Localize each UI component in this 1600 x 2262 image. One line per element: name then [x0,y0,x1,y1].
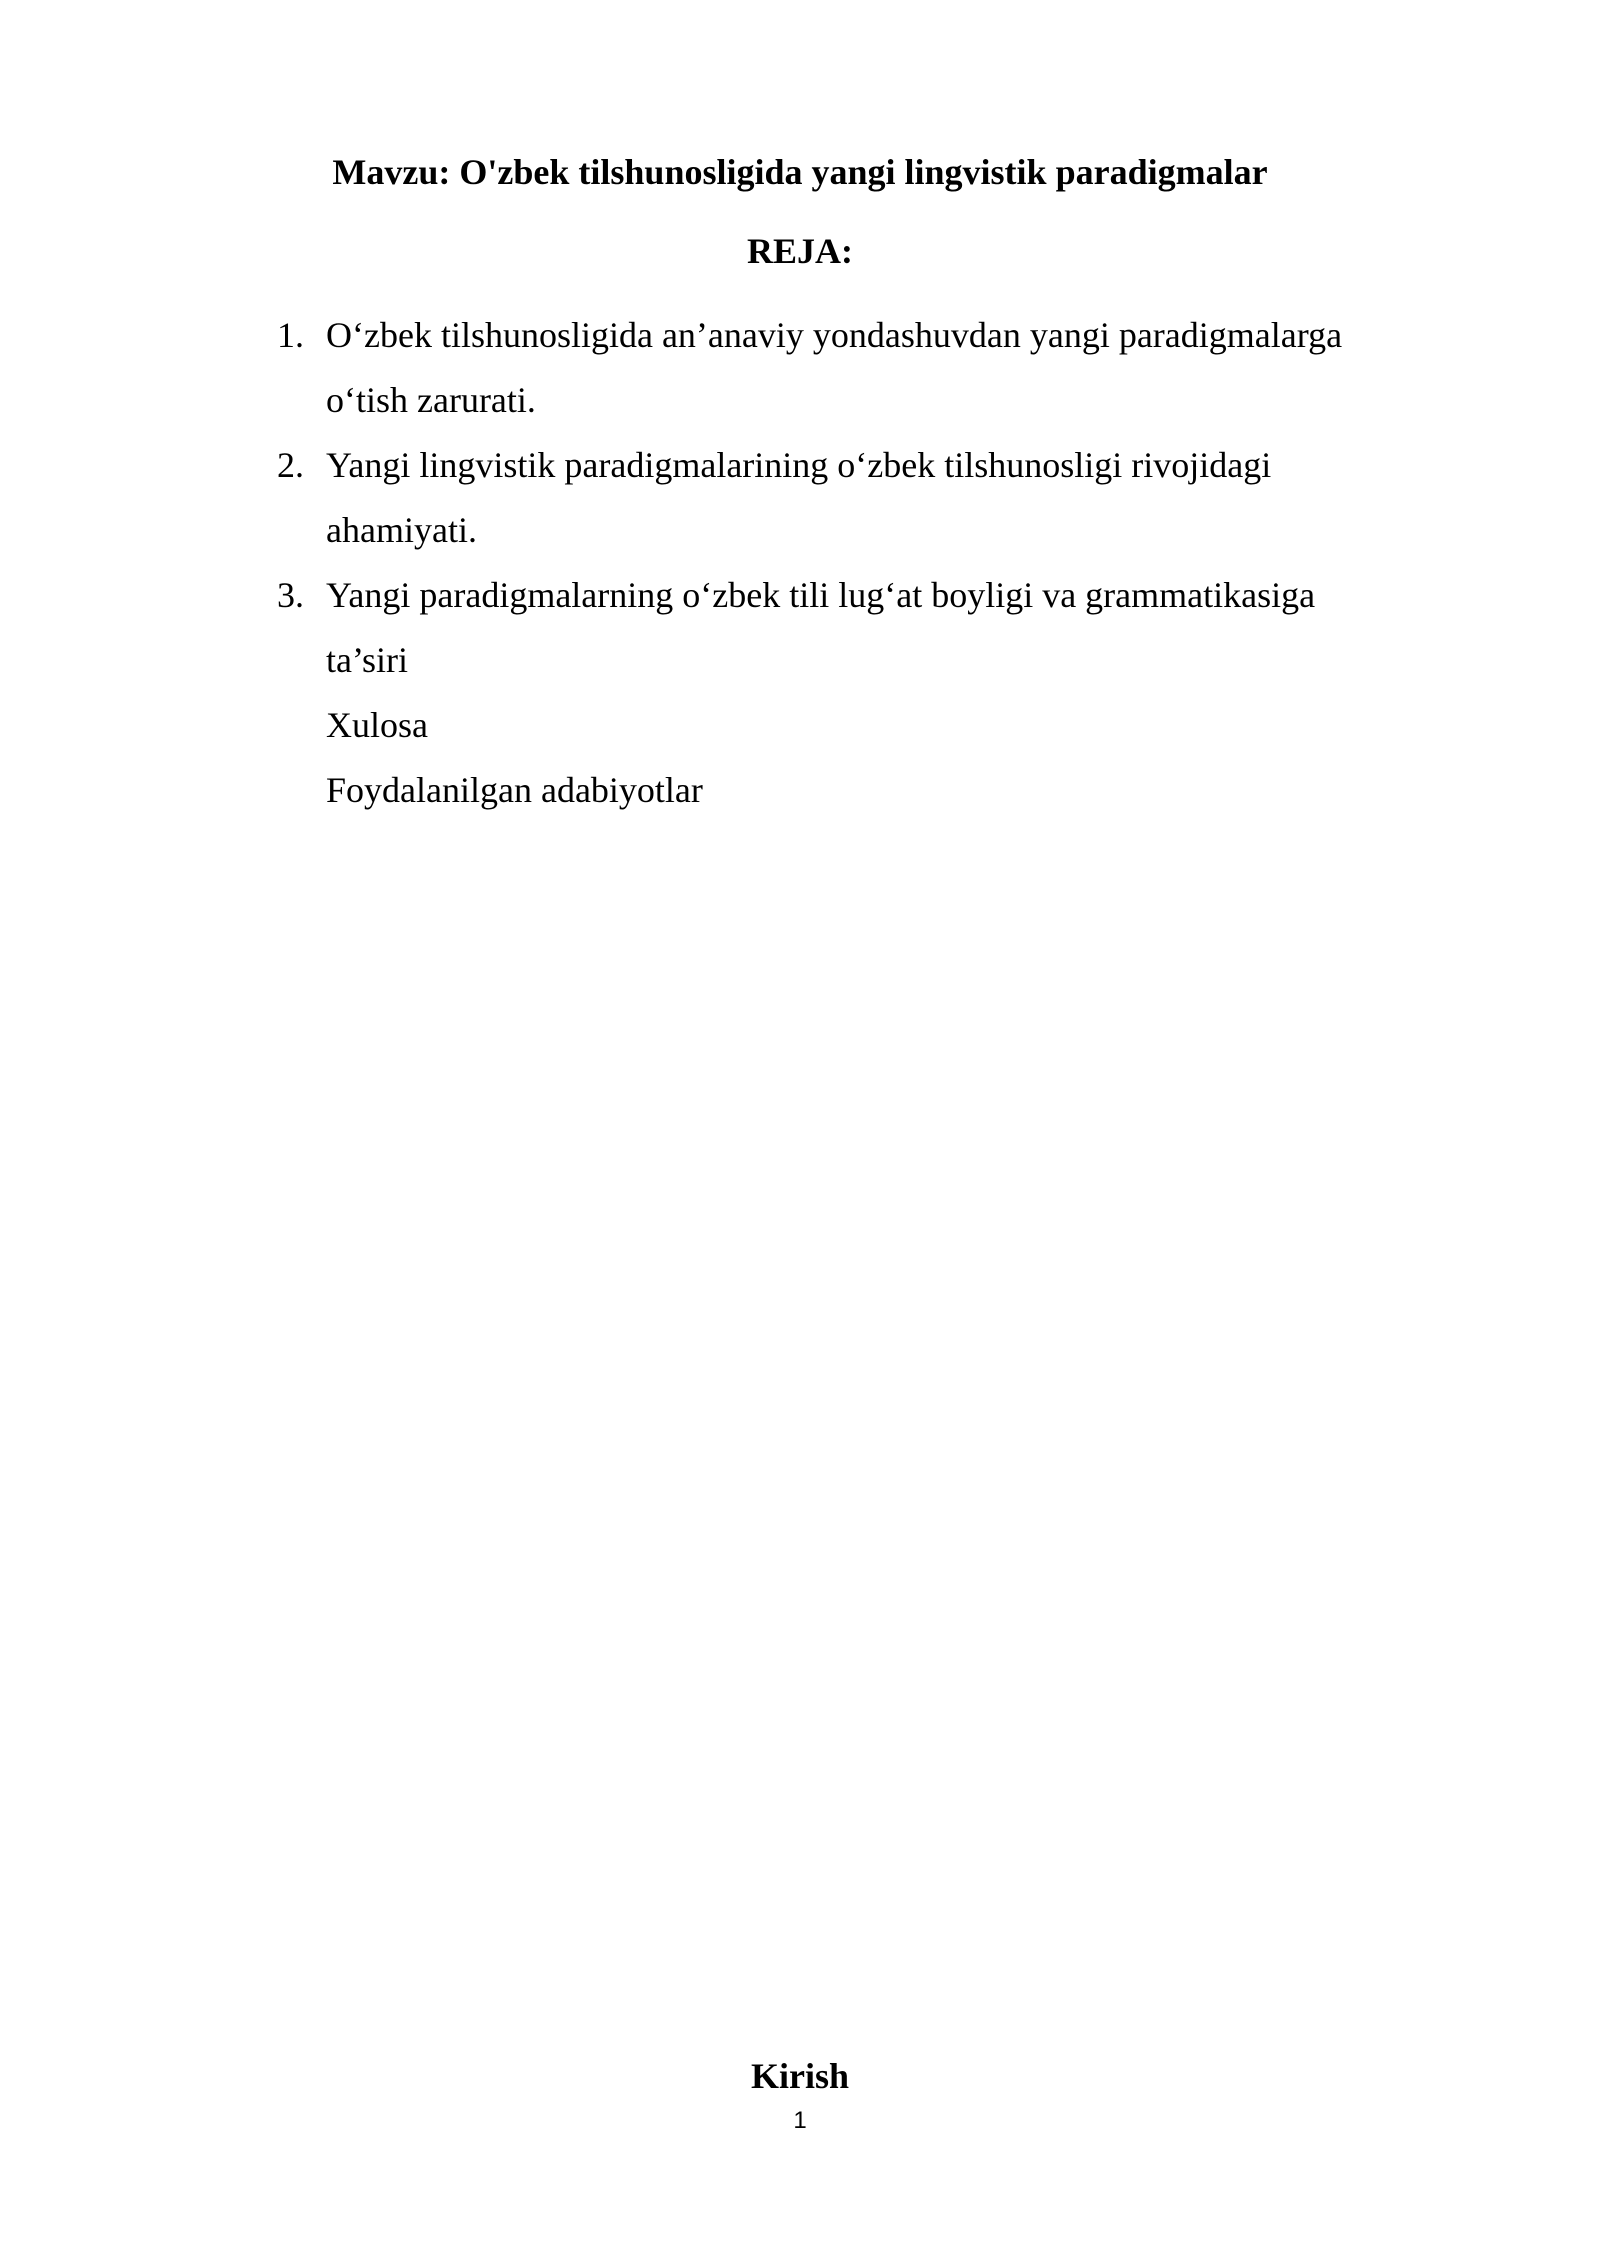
plan-item-line: O‘zbek tilshunosligida an’anaviy yondashuvdan yangi paradigmalarga [326,315,1343,355]
plan-item-line: Yangi lingvistik paradigmalarining o‘zbek tilshunosligi rivojidagi [326,445,1272,485]
section-heading-introduction: Kirish [750,2056,849,2096]
plan-item-3 [277,563,1417,693]
plan-item-line: o‘tish zarurati. [326,380,536,420]
plan-item-line: Yangi paradigmalarning o‘zbek tili lug‘at boyligi va grammatikasiga [326,575,1316,615]
plan-item-number: 1. [277,315,304,355]
plan-item-2 [277,433,1417,563]
plan-item-line: ta’siri [326,640,408,680]
plan-item-text [326,563,1417,693]
plan-item-conclusion: Xulosa [326,705,428,745]
plan-heading: REJA: [747,231,853,271]
plan-item-1 [277,303,1417,433]
plan-item-text [326,433,1417,563]
plan-list [277,303,1417,823]
document-title: Mavzu: O'zbek tilshunosligida yangi lingvistik paradigmalar [332,152,1268,192]
plan-item-number: 3. [277,575,304,615]
plan-item-text [326,303,1417,433]
page-number: 1 [793,2107,807,2134]
plan-item-number: 2. [277,445,304,485]
plan-item-references: Foydalanilgan adabiyotlar [326,770,703,810]
plan-item-line: ahamiyati. [326,510,477,550]
